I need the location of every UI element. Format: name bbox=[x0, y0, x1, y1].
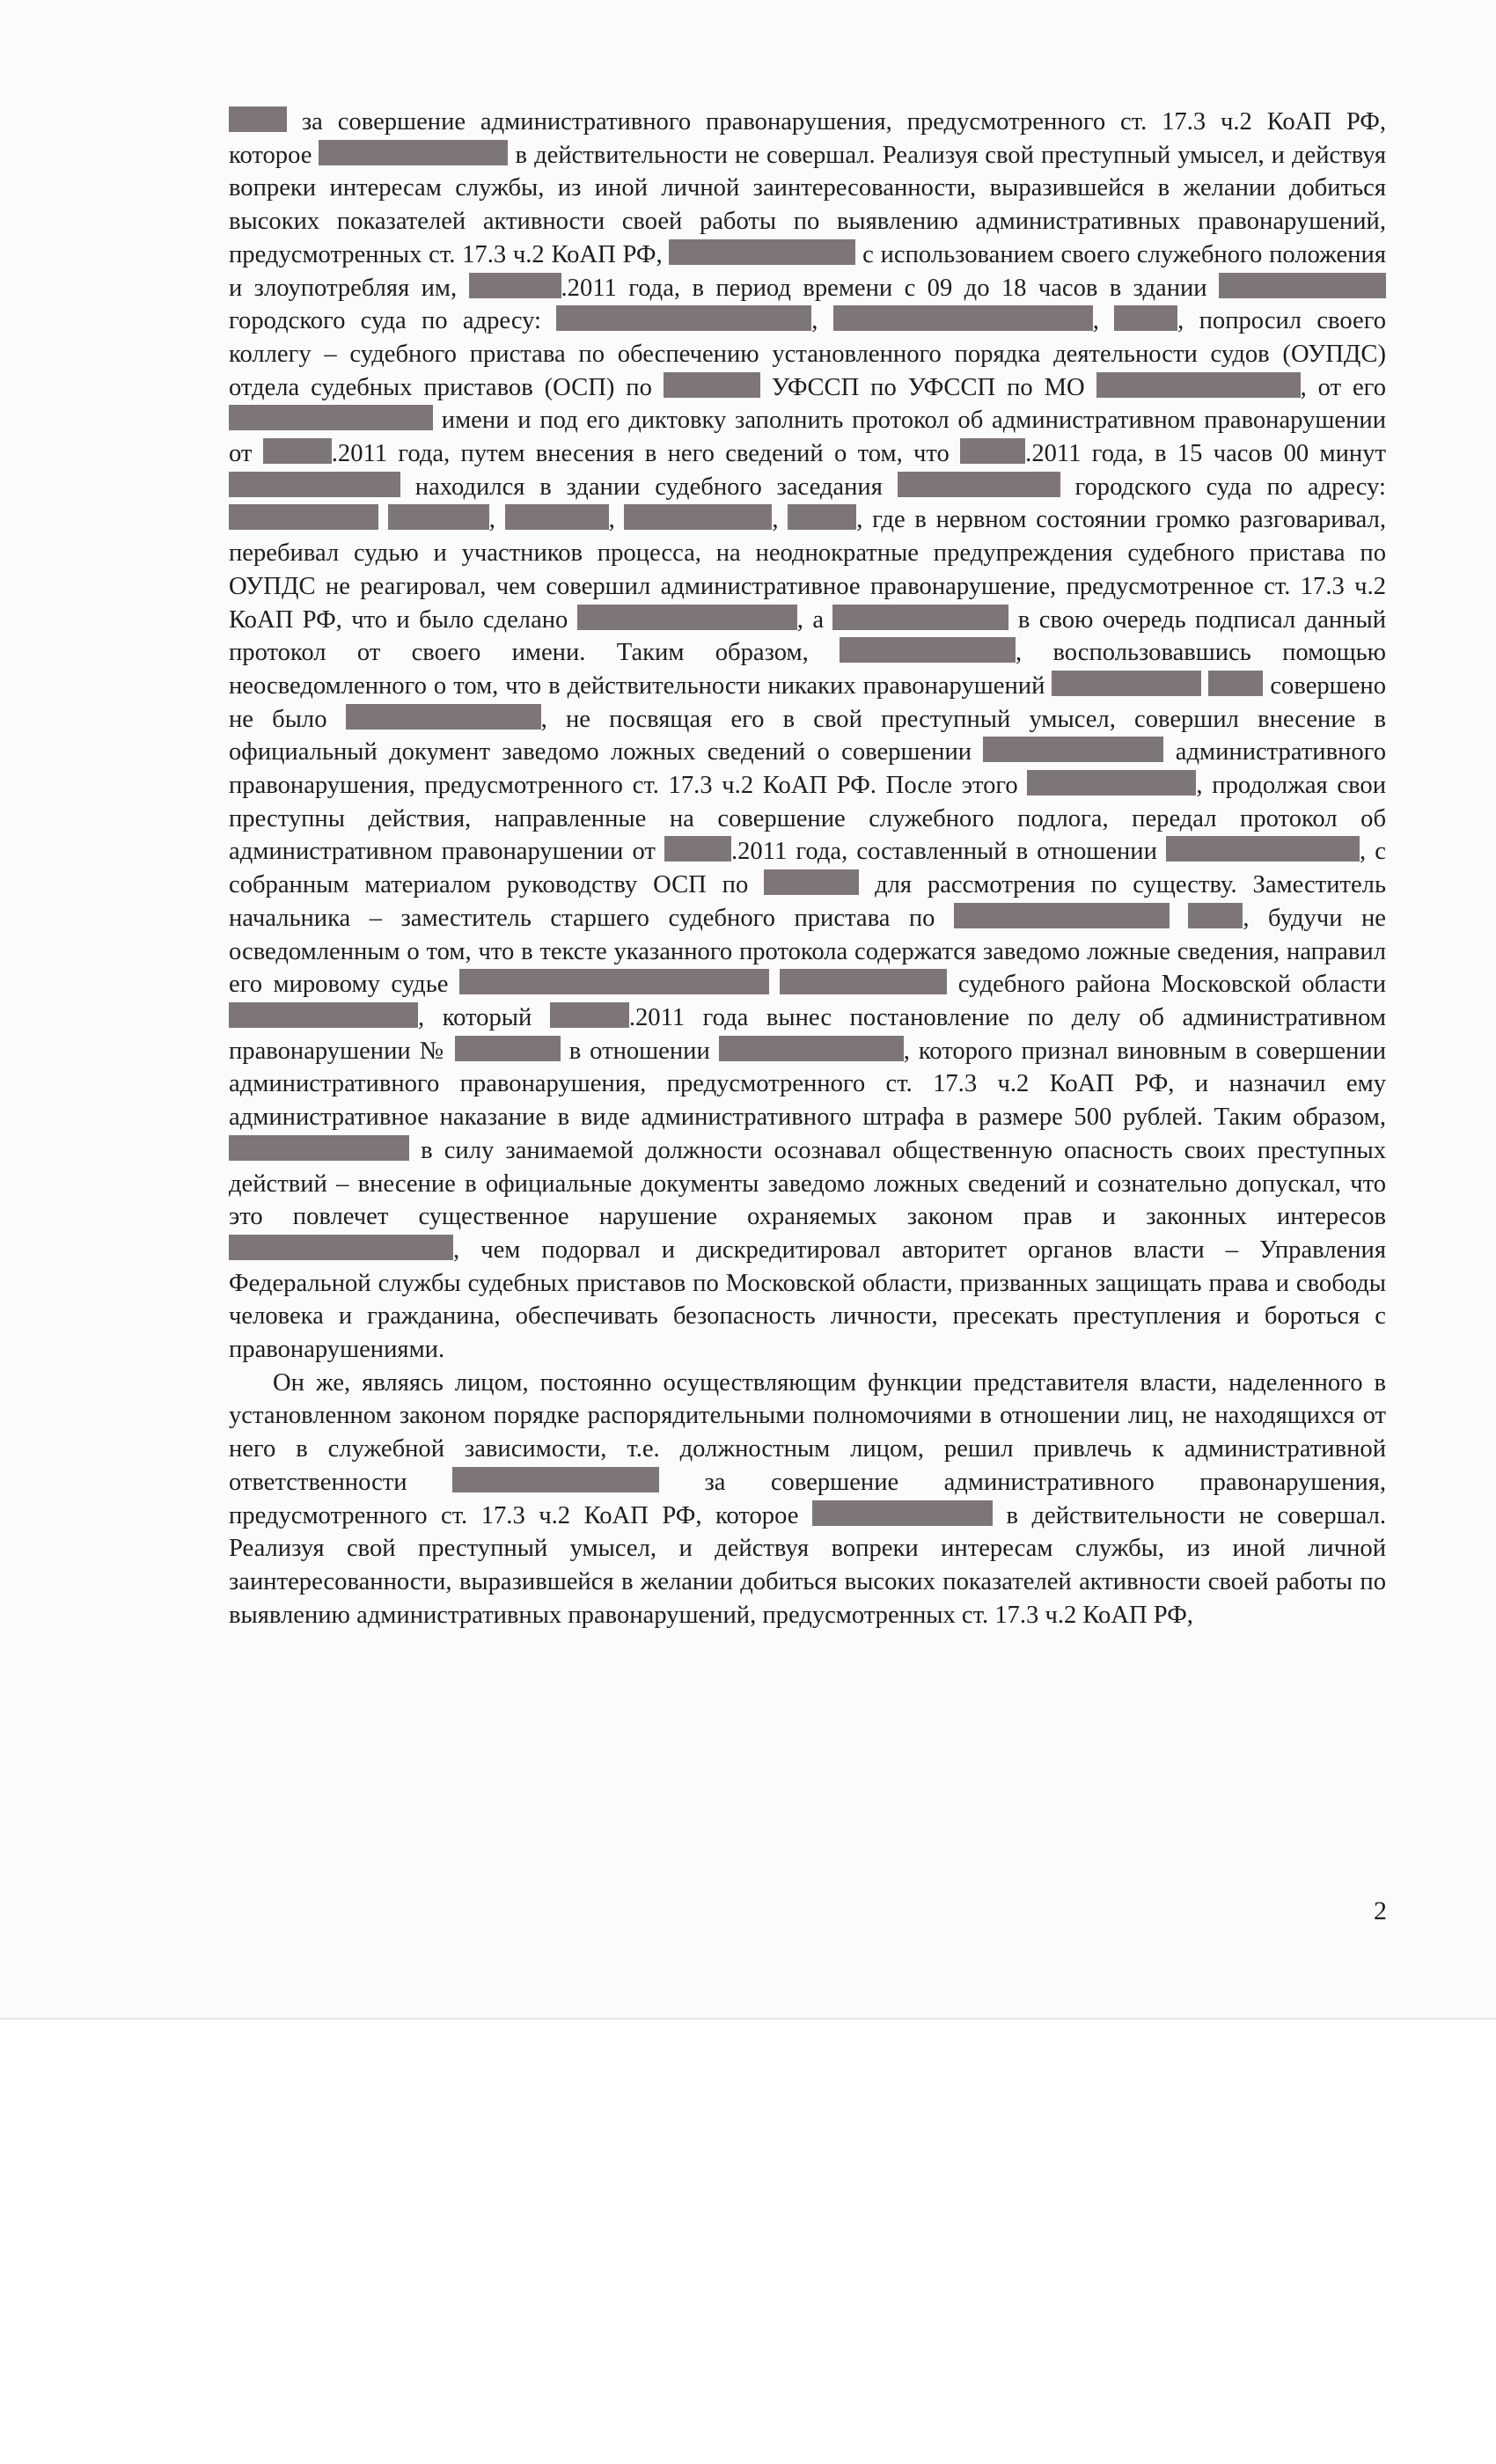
redaction bbox=[624, 504, 772, 530]
redaction bbox=[229, 472, 400, 497]
redaction bbox=[833, 305, 1093, 331]
redaction bbox=[263, 438, 332, 464]
redaction bbox=[898, 472, 1060, 497]
redaction bbox=[319, 140, 508, 165]
redaction bbox=[1114, 305, 1177, 331]
redaction bbox=[469, 273, 561, 298]
page-number: 2 bbox=[1374, 1896, 1387, 1925]
redaction bbox=[664, 372, 760, 398]
redaction bbox=[764, 869, 859, 895]
redaction bbox=[229, 106, 287, 132]
redaction bbox=[455, 1036, 561, 1061]
paragraph-2: Он же, являясь лицом, постоянно осуществляющим функции представителя власти, наделенного в установленном законом порядке распорядительными полномочиями в отношении лиц, не находящихся от него в служебной зависимости, т.е. должностным лицом, решил привлечь к административной ответственности за совершение административного правонарушения, предусмотренного ст. 17.3 ч.2 КоАП РФ, которое в действительности не совершал. Реализуя свой преступный умысел, и действуя вопреки интересам службы, из иной личной заинтересованности, выразившейся в желании добиться высоких показателей активности своей работы по выявлению административных правонарушений, предусмотренных ст. 17.3 ч.2 КоАП РФ, bbox=[229, 1368, 1387, 1629]
redaction bbox=[1208, 671, 1263, 696]
redaction bbox=[832, 605, 1008, 630]
redaction bbox=[505, 504, 609, 530]
redaction bbox=[1027, 770, 1196, 796]
redaction bbox=[550, 1002, 629, 1028]
redaction bbox=[840, 637, 1016, 663]
redaction bbox=[388, 504, 489, 530]
redaction bbox=[229, 1002, 418, 1028]
redaction bbox=[669, 239, 855, 265]
redaction bbox=[788, 504, 856, 530]
redaction bbox=[1096, 372, 1301, 398]
redaction bbox=[1219, 273, 1386, 298]
redaction bbox=[983, 737, 1163, 762]
redaction bbox=[577, 605, 797, 630]
redaction bbox=[229, 1235, 453, 1260]
redaction bbox=[1166, 836, 1360, 862]
redaction bbox=[954, 903, 1170, 928]
paragraph-1: за совершение административного правонарушения, предусмотренного ст. 17.3 ч.2 КоАП РФ, которое в действительности не совершал. Реализуя свой преступный умысел, и действуя вопреки интересам службы, из иной личной заинтересованности, выразившейся в желании добиться высоких показателей активности своей работы по выявлению административных правонарушений, предусмотренных ст. 17.3 ч.2 КоАП РФ, с использованием своего служебного положения и злоупотребляя им, .2011 года, в период времени с 09 до 18 часов в здании городского суда по адресу: , , , попросил своего коллегу – судебного пристава по обеспечению установленного порядка деятельности судов (ОУПДС) отдела судебных приставов (ОСП) по УФССП по УФССП по МО , от его имени и под его диктовку заполнить протокол об административном правонарушении от .2011 года, путем внесения в него сведений о том, что .2011 года, в 15 часов 00 минут находился в здании судебного заседания городского суда по адресу: , , , , где в нервном состоянии громко разговаривал, перебивал судью и участников процесса, на неоднократные предупреждения судебного пристава по ОУПДС не реагировал, чем совершил административное правонарушение, предусмотренное ст. 17.3 ч.2 КоАП РФ, что и было сделано , а в свою очередь подписал данный протокол от своего имени. Таким образом, , воспользовавшись помощью неосведомленного о том, что в действительности никаких правонарушений совершено не было , не посвящая его в свой преступный умысел, совершил внесение в официальный документ заведомо ложных сведений о совершении административного правонарушения, предусмотренного ст. 17.3 ч.2 КоАП РФ. После этого , продолжая свои преступны действия, направленные на совершение служебного подлога, передал протокол об административном правонарушении от .2011 года, составленный в отношении , с собранным материалом руководству ОСП по для рассмотрения по существу. Заместитель начальника – заместитель старшего судебного пристава по , будучи не осведомленным о том, что в тексте указанного протокола содержатся заведомо ложные сведения, направил его мировому судье судебного района Московской области , который .2011 года вынес постановление по делу об административном правонарушении № в отношении , которого признал виновным в совершении административного правонарушения, предусмотренного ст. 17.3 ч.2 КоАП РФ, и назначил ему административное наказание в виде административного штрафа в размере 500 рублей. Таким образом, в силу занимаемой должности осознавал общественную опасность своих преступных действий – внесение в официальные документы заведомо ложных сведений и сознательно допускал, что это повлечет существенное нарушение охраняемых законом прав и законных интересов , чем подорвал и дискредитировал авторитет органов власти – Управления Федеральной службы судебных приставов по Московской области, призванных защищать права и свободы человека и гражданина, обеспечивать безопасность личности, пресекать преступления и бороться с правонарушениями. bbox=[229, 108, 1387, 1364]
redaction bbox=[812, 1500, 993, 1526]
document-body bbox=[229, 106, 1386, 1632]
redaction bbox=[452, 1467, 659, 1492]
redaction bbox=[556, 305, 811, 331]
redaction bbox=[1052, 671, 1201, 696]
redaction bbox=[960, 438, 1025, 464]
redaction bbox=[229, 1135, 409, 1161]
redaction bbox=[1188, 903, 1243, 928]
redaction bbox=[719, 1036, 904, 1061]
scan-edge bbox=[0, 2018, 1496, 2020]
redaction bbox=[229, 405, 433, 430]
redaction bbox=[459, 969, 769, 994]
redaction bbox=[780, 969, 947, 994]
redaction bbox=[664, 836, 731, 862]
redaction bbox=[346, 704, 541, 730]
redaction bbox=[229, 504, 378, 530]
